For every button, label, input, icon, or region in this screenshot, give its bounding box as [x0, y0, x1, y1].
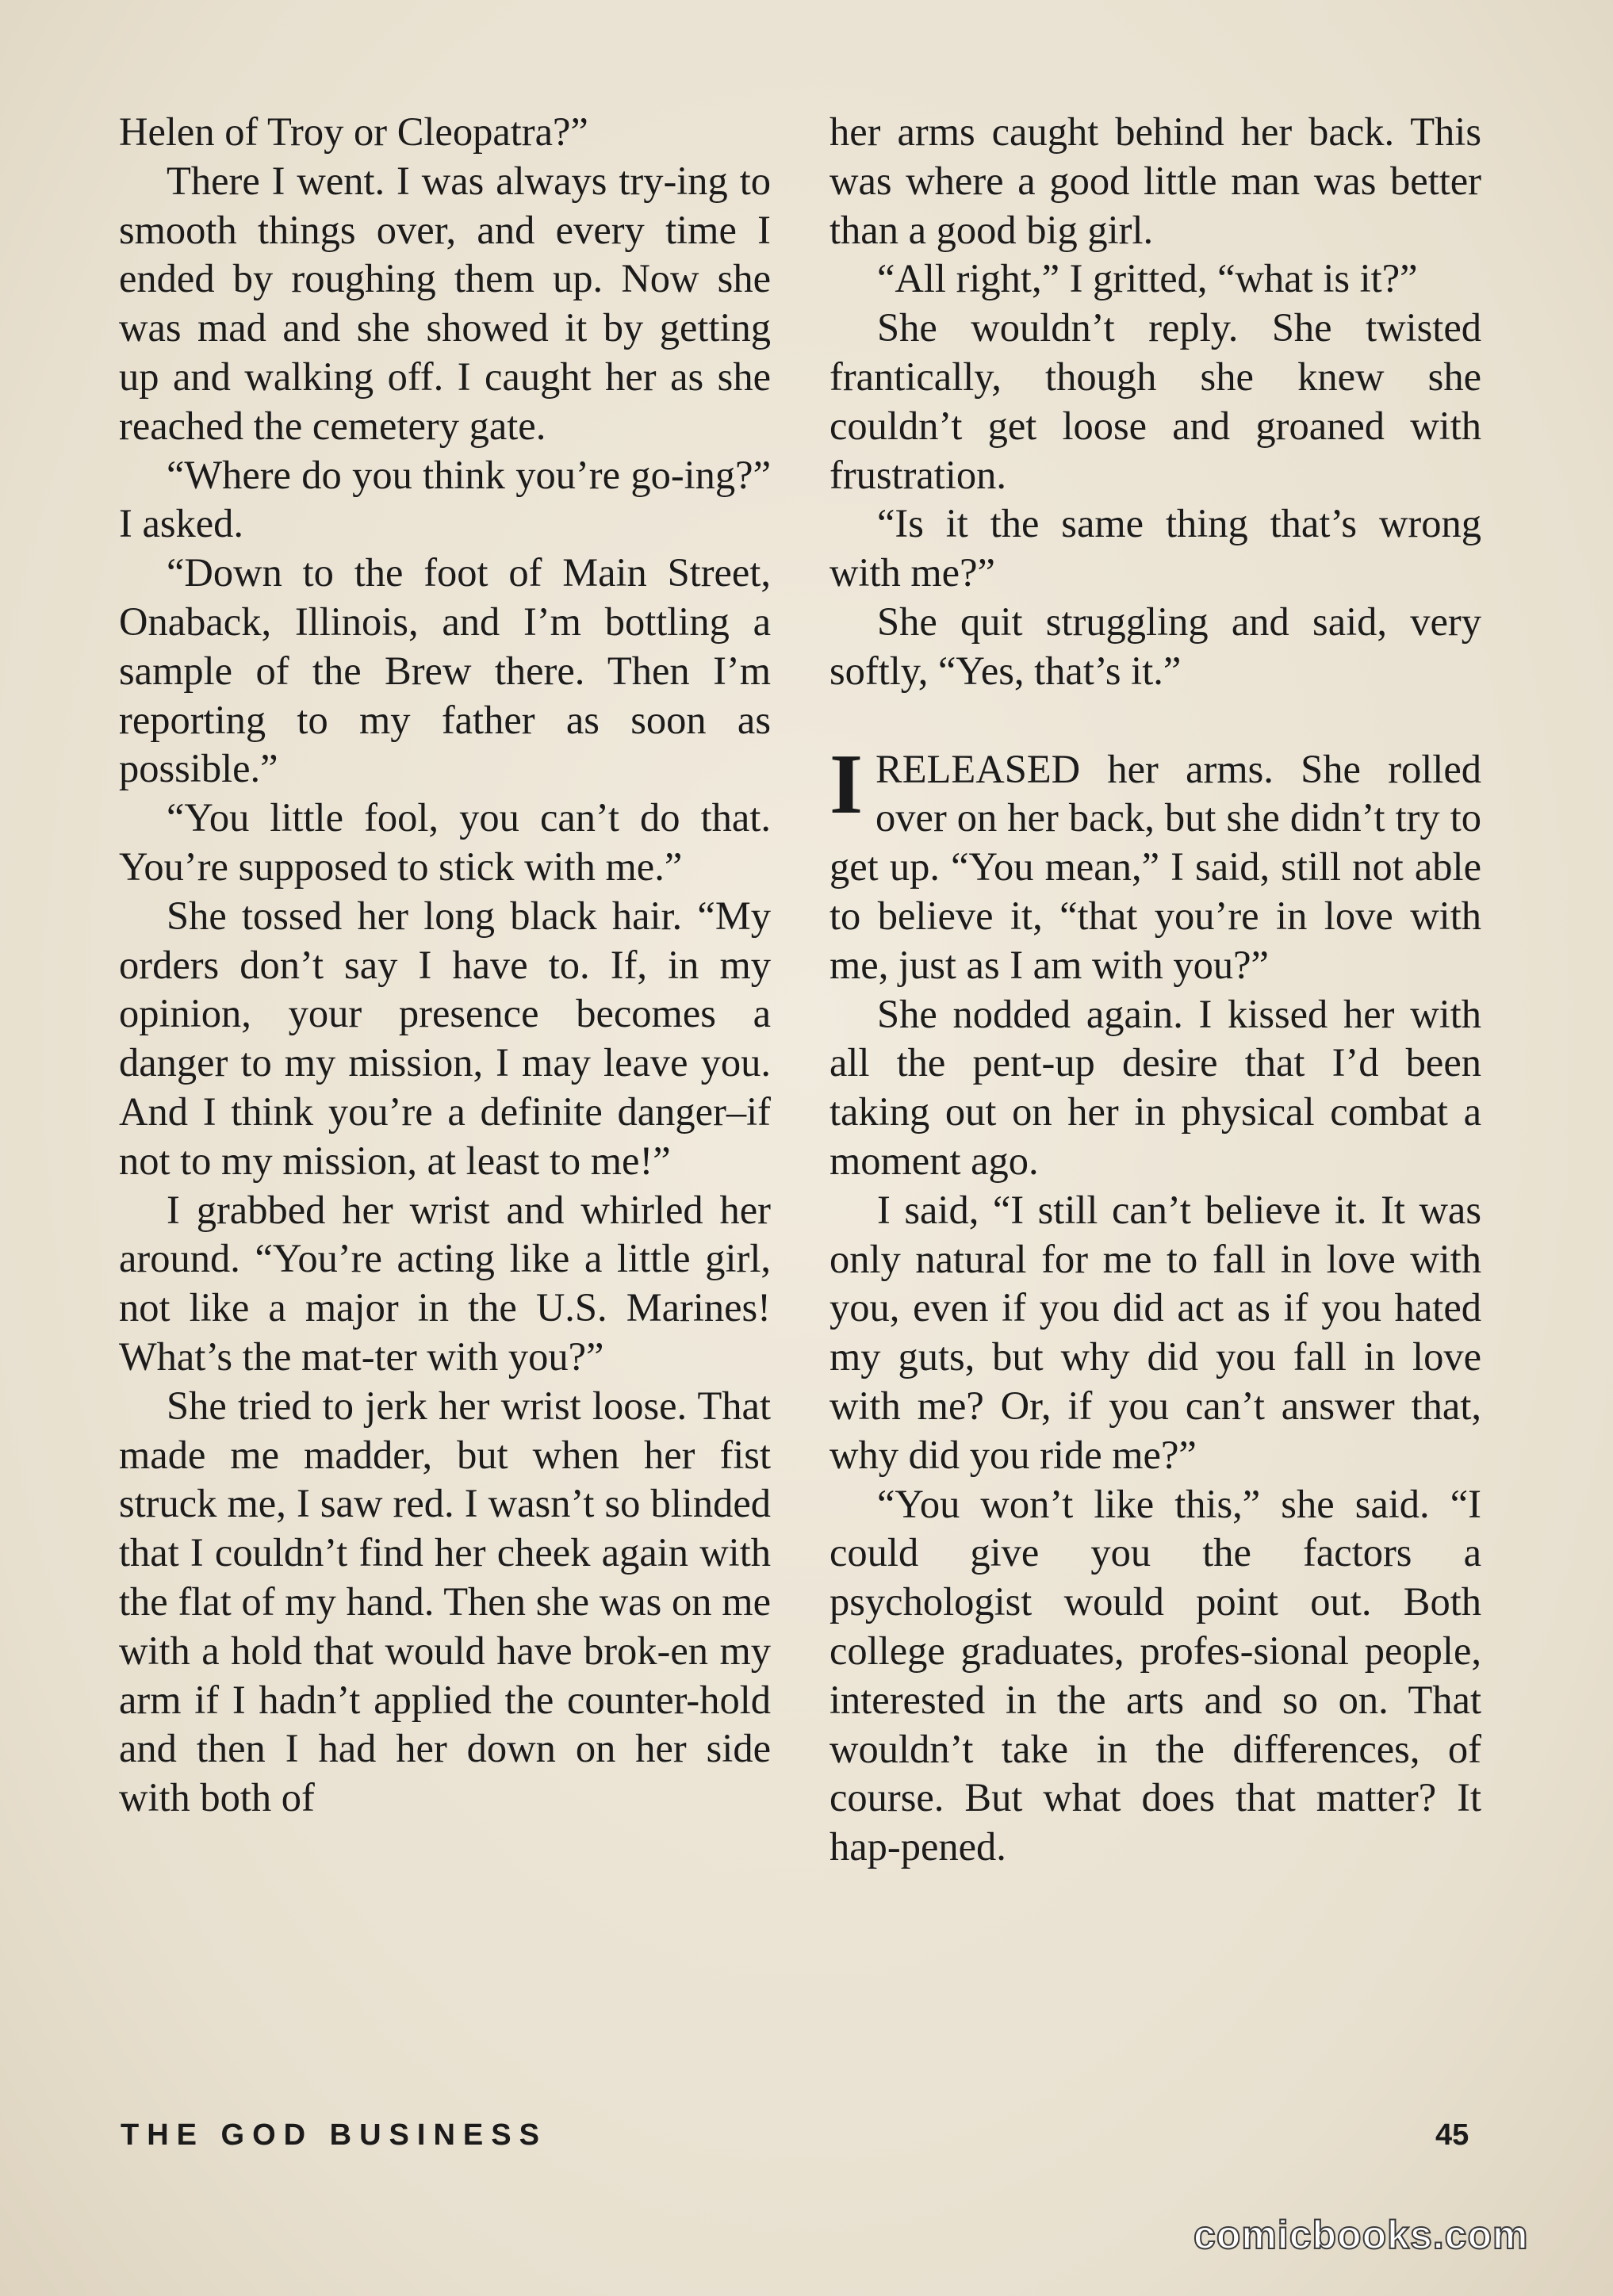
paragraph: “Where do you think you’re go-ing?” I asked. [119, 452, 771, 546]
paragraph: She tried to jerk her wrist loose. That made me madder, but when her fist struck me, I saw red. I wasn’t so blinded that I couldn’t find her cheek again with the flat of my hand. Then she was on me with a hold that would have brok-en my arm if I hadn’t applied the counter-hold and then I had her down on her side with both of [119, 1383, 771, 1820]
dropcap-letter: I [829, 737, 864, 832]
paragraph: She tossed her long black hair. “My orders don’t say I have to. If, in my opinion, your presence becomes a danger to my mission, I may leave you. And I think you’re a definite danger–if not to my mission, at least to me!” [119, 893, 771, 1183]
paragraph: I grabbed her wrist and whirled her around. “You’re acting like a little girl, not like a major in the U.S. Marines! What’s the mat-ter with you?” [119, 1187, 771, 1379]
watermark-logo: comicbooks.com [1193, 2213, 1529, 2257]
paragraph: her arms caught behind her back. This was where a good little man was better than a good big girl. [829, 109, 1481, 252]
dropcap-paragraph-text: RELEASED her arms. She rolled over on her back, but she didn’t try to get up. “You mean,” I said, still not able to believe it, “that you’re in love with me, just as I am with you?” [829, 746, 1481, 987]
paragraph: I said, “I still can’t believe it. It was only natural for me to fall in love with you, even if you did act as if you hated my guts, but why did you fall in love with me? Or, if you can’t answer that, why did you ride me?” [829, 1187, 1481, 1477]
paragraph: There I went. I was always try-ing to smooth things over, and every time I ended by roughing them up. Now she was mad and she showed it by getting up and walking off. I caught her as she reached the cemetery gate. [119, 158, 771, 448]
left-column [119, 108, 771, 1823]
paragraph: She quit struggling and said, very softly, “Yes, that’s it.” [829, 599, 1481, 693]
page-number: 45 [1435, 2118, 1469, 2152]
paragraph: “All right,” I gritted, “what is it?” [877, 256, 1418, 301]
running-title: THE GOD BUSINESS [121, 2118, 547, 2152]
dropcap-paragraph [829, 737, 1481, 990]
paragraph: “You little fool, you can’t do that. You’re supposed to stick with me.” [119, 795, 771, 889]
paragraph: Helen of Troy or Cleopatra?” [119, 109, 588, 154]
paragraph: She wouldn’t reply. She twisted frantically, though she knew she couldn’t get loose and groaned with frustration. [829, 305, 1481, 497]
right-column [829, 108, 1481, 1872]
paragraph: “You won’t like this,” she said. “I could give you the factors a psychologist would point out. Both college graduates, profes-sional people, interested in the arts and so on. That wouldn’t take in the differences, of course. But what does that matter? It hap-pened. [829, 1481, 1481, 1869]
paragraph: She nodded again. I kissed her with all the pent-up desire that I’d been taking out on her in physical combat a moment ago. [829, 991, 1481, 1183]
paragraph: “Is it the same thing that’s wrong with me?” [829, 501, 1481, 595]
section-break [829, 696, 1481, 745]
paragraph: “Down to the foot of Main Street, Onaback, Illinois, and I’m bottling a sample of the Brew there. Then I’m reporting to my father as soon as possible.” [119, 550, 771, 791]
